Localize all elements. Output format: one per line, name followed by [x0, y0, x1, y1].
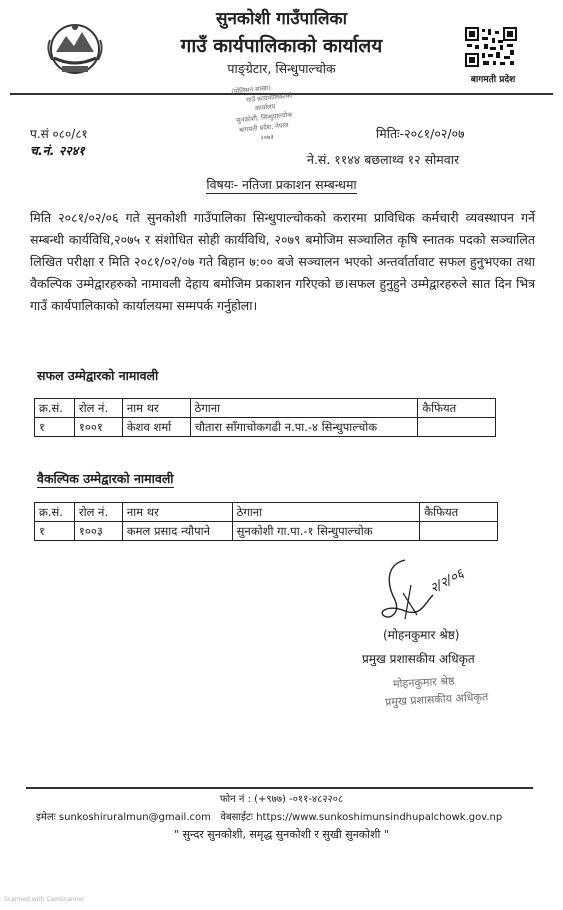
stamp-line-5: बागमती प्रदेश, नेपाल: [238, 121, 289, 135]
name-cell: केशव शर्मा: [122, 418, 190, 437]
name-stamp: मोहनकुमार श्रेष्ठ: [392, 674, 455, 691]
office-name: गाउँ कार्यपालिकाको कार्यालय: [180, 35, 383, 57]
name-cell: कमल प्रसाद न्यौपाने: [122, 522, 232, 541]
serial-cell: १: [35, 418, 75, 437]
table-row: [35, 418, 496, 437]
address-cell: सुनकोशी गा.पा.-१ सिन्धुपाल्चोक: [232, 522, 420, 541]
stamp-line-6: २०७३: [259, 132, 275, 143]
column-header: रोल नं.: [74, 503, 122, 522]
notice-body: मिति २०८१/०२/०६ गते सुनकोशी गाउँपालिका सिन्धुपाल्चोकको करारमा प्राविधिक कर्मचारी व्यवस्थापन गर्ने सम्बन्धी कार्यविधि,२०७५ र संशोधित सोही कार्यविधि, २०७९ बमोजिम सञ्चालित कृषि स्नातक पदको सञ्चालित लिखित परीक्षा र मिति २०८१/०२/०७ गते बिहान ७:०० बजे सञ्चालन भएको अन्तर्वार्तावाट सफल हुनुभएका तथा वैकल्पिक उम्मेद्वारहरुको नामावली देहाय बमोजिम प्रकाशन गरिएको छ।सफल हुनुहुने उम्मेद्वारहरुले सात दिन भित्र गाउँ कार्यपालिकाको कार्यालयमा सम्मपर्क गर्नुहोला।: [30, 210, 535, 313]
footer-divider: [26, 787, 533, 789]
column-header: नाम थर: [122, 503, 232, 522]
website-label: वेबसाईटः: [220, 812, 253, 823]
serial-cell: १: [35, 522, 75, 541]
letter-date: मितिः-२०८१/०२/०७: [376, 126, 465, 141]
handwritten-signature: [375, 555, 495, 625]
footer-contacts: [36, 809, 502, 823]
alternate-table: [34, 502, 498, 541]
signatory-name: (मोहनकुमार श्रेष्ठ): [383, 628, 460, 642]
website-link[interactable]: https://www.sunkoshimunsindhupalchowk.gov.np: [256, 812, 503, 823]
roll-cell: १००३: [74, 522, 122, 541]
column-header: रोल नं.: [74, 399, 122, 418]
municipality-name: सुनकोशी गाउँपालिका: [215, 9, 347, 29]
table-row: [35, 522, 498, 541]
reference-number: प.सं ०८०/८१: [30, 127, 88, 141]
column-header: क्र.सं.: [35, 503, 75, 522]
signature-date: २/२/०६: [427, 566, 467, 597]
stamp-line-3: कार्यालय: [254, 102, 276, 113]
qr-code-icon: [464, 26, 518, 68]
province-label: बागमती प्रदेश: [470, 75, 516, 85]
scanner-watermark: Scanned with CamScanner: [4, 896, 85, 903]
stamp-line-1: (पोलिसन शाखा): [230, 83, 272, 96]
office-location: पाङ्ग्रेटार, सिन्धुपाल्चोक: [227, 61, 336, 76]
footer-phone: फोन नं : (+९७७) -०११-४८२२०८: [219, 794, 344, 805]
subject-line: [0, 176, 563, 193]
office-stamp: [228, 80, 310, 152]
column-header: क्र.सं.: [35, 399, 75, 418]
column-header: ठेगाना: [232, 503, 420, 522]
stamp-line-4: सुनकोशी, सिन्धुपाल्चोक: [235, 110, 293, 125]
subject-text: विषयः- नतिजा प्रकाशन सम्बन्धमा: [206, 177, 357, 192]
successful-heading: सफल उम्मेद्वारको नामावली: [37, 368, 159, 383]
column-header: कैफियत: [418, 399, 496, 418]
dispatch-number: च.नं. २२४१: [30, 143, 85, 158]
signatory-title: प्रमुख प्रशासकीय अधिकृत: [362, 652, 475, 666]
stamp-line-2: गाउँ कार्यपालिकाको: [245, 91, 293, 105]
email-label: इमेलः: [36, 812, 56, 823]
roll-cell: १००१: [74, 418, 122, 437]
column-header: नाम थर: [122, 399, 190, 418]
table-header-row: [35, 503, 498, 522]
alternate-heading: वैकल्पिक उम्मेद्वारको नामावली: [37, 471, 174, 486]
remarks-cell: [418, 418, 496, 437]
nepal-sambat-date: ने.सं. ११४४ बछलाथ्व १२ सोमवार: [307, 152, 460, 167]
successful-table: [34, 398, 496, 437]
column-header: कैफियत: [420, 503, 498, 522]
footer-slogan: " सुन्दर सुनकोशी, समृद्ध सुनकोशी र सुखी सुनकोशी ": [174, 828, 389, 841]
email-link[interactable]: sunkoshiruralmun@gmail.com: [58, 812, 211, 823]
address-cell: चौतारा साँगाचोकगढी न.पा.-४ सिन्धुपाल्चोक: [190, 418, 418, 437]
remarks-cell: [420, 522, 498, 541]
table-header-row: [35, 399, 496, 418]
column-header: ठेगाना: [190, 399, 418, 418]
title-stamp: प्रमुख प्रशासकीय अधिकृत: [384, 690, 489, 709]
